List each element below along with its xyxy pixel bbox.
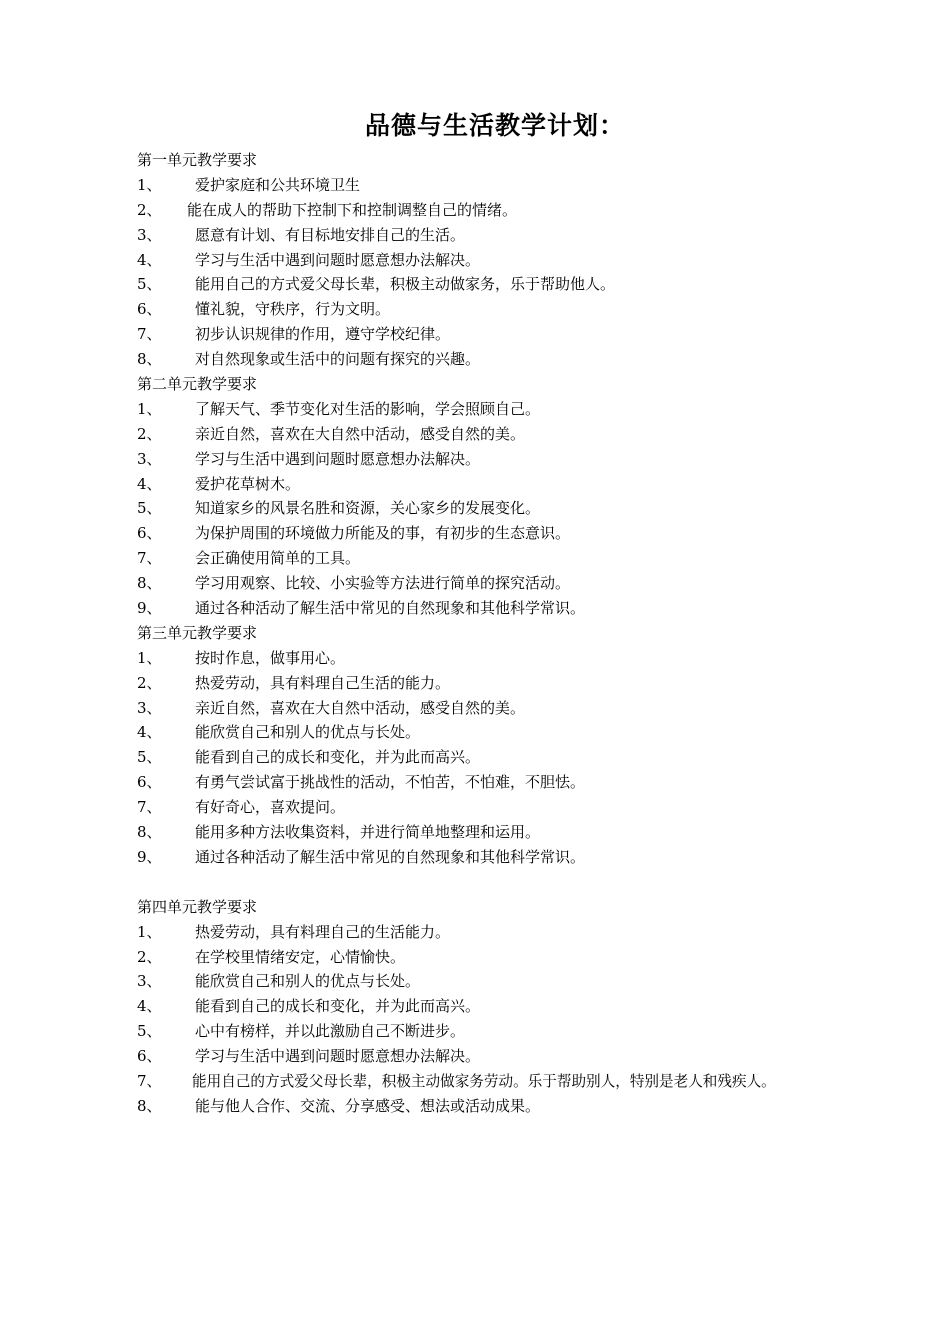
- item-number: 8、: [137, 350, 162, 369]
- list-item: [137, 969, 937, 994]
- list-item: [137, 397, 937, 422]
- item-text: 知道家乡的风景名胜和资源，关心家乡的发展变化。: [195, 499, 541, 518]
- item-number: 1、: [137, 922, 162, 941]
- list-item: [137, 920, 937, 945]
- item-number: 5、: [137, 1022, 162, 1041]
- item-text: 学习与生活中遇到问题时愿意想办法解决。: [195, 1047, 481, 1066]
- item-text: 学习与生活中遇到问题时愿意想办法解决。: [195, 449, 481, 468]
- item-number: 5、: [137, 499, 162, 518]
- item-number: 3、: [137, 698, 162, 717]
- item-number: 3、: [137, 449, 162, 468]
- item-number: 3、: [137, 972, 162, 991]
- list-item: [137, 1069, 937, 1094]
- blank-line: [137, 870, 937, 895]
- list-item: [137, 1094, 937, 1119]
- list-item: [137, 297, 937, 322]
- item-text: 热爱劳动，具有料理自己生活的能力。: [195, 673, 451, 692]
- item-number: 5、: [137, 275, 162, 294]
- list-item: [137, 820, 937, 845]
- item-number: 6、: [137, 524, 162, 543]
- list-item: [137, 945, 937, 970]
- list-item: [137, 1044, 937, 1069]
- list-item: [137, 347, 937, 372]
- item-text: 能看到自己的成长和变化，并为此而高兴。: [195, 748, 481, 767]
- section-heading-1: 第一单元教学要求: [137, 151, 258, 169]
- item-number: 3、: [137, 225, 162, 244]
- item-number: 2、: [137, 424, 162, 443]
- section-heading-4: 第四单元教学要求: [137, 897, 258, 916]
- list-item: [137, 696, 937, 721]
- item-text: 有勇气尝试富于挑战性的活动，不怕苦，不怕难，不胆怯。: [195, 773, 586, 792]
- list-item: [137, 745, 937, 770]
- item-text: 能在成人的帮助下控制下和控制调整自己的情绪。: [187, 200, 518, 219]
- item-number: 1、: [137, 175, 162, 194]
- item-text: 能欣赏自己和别人的优点与长处。: [195, 972, 421, 991]
- item-text: 通过各种活动了解生活中常见的自然现象和其他科学常识。: [195, 599, 586, 618]
- item-text: 懂礼貌，守秩序，行为文明。: [195, 300, 391, 319]
- item-number: 7、: [137, 549, 162, 568]
- list-item: [137, 1019, 937, 1044]
- item-number: 7、: [137, 798, 162, 817]
- item-text: 学习与生活中遇到问题时愿意想办法解决。: [195, 250, 481, 269]
- list-item: [137, 546, 937, 571]
- item-number: 8、: [137, 823, 162, 842]
- item-text: 爱护花草树木。: [195, 474, 301, 493]
- list-item: [137, 422, 937, 447]
- item-number: 1、: [137, 648, 162, 667]
- list-item: [137, 472, 937, 497]
- list-item: [137, 571, 937, 596]
- list-item: [137, 994, 937, 1019]
- item-text: 通过各种活动了解生活中常见的自然现象和其他科学常识。: [195, 847, 586, 866]
- item-number: 4、: [137, 997, 162, 1016]
- item-text: 能与他人合作、交流、分享感受、想法或活动成果。: [195, 1096, 541, 1115]
- item-text: 了解天气、季节变化对生活的影响，学会照顾自己。: [195, 399, 541, 418]
- item-number: 2、: [137, 947, 162, 966]
- list-item: [137, 322, 937, 347]
- item-text: 能用多种方法收集资料，并进行简单地整理和运用。: [195, 823, 541, 842]
- item-number: 2、: [137, 673, 162, 692]
- list-item: [137, 198, 937, 223]
- list-item: [137, 173, 937, 198]
- list-item: [137, 248, 937, 273]
- list-item: [137, 521, 937, 546]
- item-text: 热爱劳动，具有料理自己的生活能力。: [195, 922, 451, 941]
- item-number: 7、: [137, 325, 162, 344]
- item-text: 爱护家庭和公共环境卫生: [195, 175, 361, 194]
- list-item: [137, 795, 937, 820]
- item-text: 对自然现象或生活中的问题有探究的兴趣。: [195, 350, 481, 369]
- page-title: 品德与生活教学计划：: [364, 111, 625, 140]
- list-item: [137, 845, 937, 870]
- item-number: 8、: [137, 1096, 162, 1115]
- list-item: [137, 671, 937, 696]
- list-item: [137, 447, 937, 472]
- item-text: 初步认识规律的作用，遵守学校纪律。: [195, 325, 451, 344]
- item-text: 学习用观察、比较、小实验等方法进行简单的探究活动。: [195, 574, 571, 593]
- item-text: 能用自己的方式爱父母长辈，积极主动做家务劳动。乐于帮助别人，特别是老人和残疾人。: [192, 1072, 776, 1090]
- list-item: [137, 496, 937, 521]
- document-content: [137, 148, 937, 1119]
- item-text: 愿意有计划、有目标地安排自己的生活。: [195, 225, 466, 244]
- item-text: 能看到自己的成长和变化，并为此而高兴。: [195, 997, 481, 1016]
- item-number: 6、: [137, 773, 162, 792]
- item-number: 5、: [137, 748, 162, 767]
- list-item: [137, 646, 937, 671]
- item-text: 按时作息，做事用心。: [195, 648, 346, 667]
- item-text: 亲近自然，喜欢在大自然中活动，感受自然的美。: [195, 424, 526, 443]
- item-number: 1、: [137, 399, 162, 418]
- item-number: 6、: [137, 300, 162, 319]
- list-item: [137, 770, 937, 795]
- list-item: [137, 720, 937, 745]
- section-heading-2: 第二单元教学要求: [137, 375, 258, 394]
- list-item: [137, 596, 937, 621]
- item-text: 有好奇心，喜欢提问。: [195, 798, 346, 817]
- item-text: 亲近自然，喜欢在大自然中活动，感受自然的美。: [195, 698, 526, 717]
- list-item: [137, 272, 937, 297]
- item-number: 7、: [137, 1071, 162, 1090]
- item-text: 会正确使用简单的工具。: [195, 549, 361, 568]
- list-item: [137, 223, 937, 248]
- item-text: 在学校里情绪安定，心情愉快。: [195, 947, 406, 966]
- item-number: 4、: [137, 723, 162, 742]
- item-number: 4、: [137, 474, 162, 493]
- item-text: 能用自己的方式爱父母长辈，积极主动做家务，乐于帮助他人。: [195, 275, 616, 294]
- item-text: 为保护周围的环境做力所能及的事，有初步的生态意识。: [195, 524, 571, 543]
- item-number: 9、: [137, 599, 162, 618]
- item-number: 9、: [137, 847, 162, 866]
- item-text: 心中有榜样，并以此激励自己不断进步。: [195, 1022, 466, 1041]
- item-number: 2、: [137, 200, 162, 219]
- item-number: 8、: [137, 574, 162, 593]
- section-heading-3: 第三单元教学要求: [137, 623, 258, 642]
- item-text: 能欣赏自己和别人的优点与长处。: [195, 723, 421, 742]
- item-number: 6、: [137, 1047, 162, 1066]
- item-number: 4、: [137, 250, 162, 269]
